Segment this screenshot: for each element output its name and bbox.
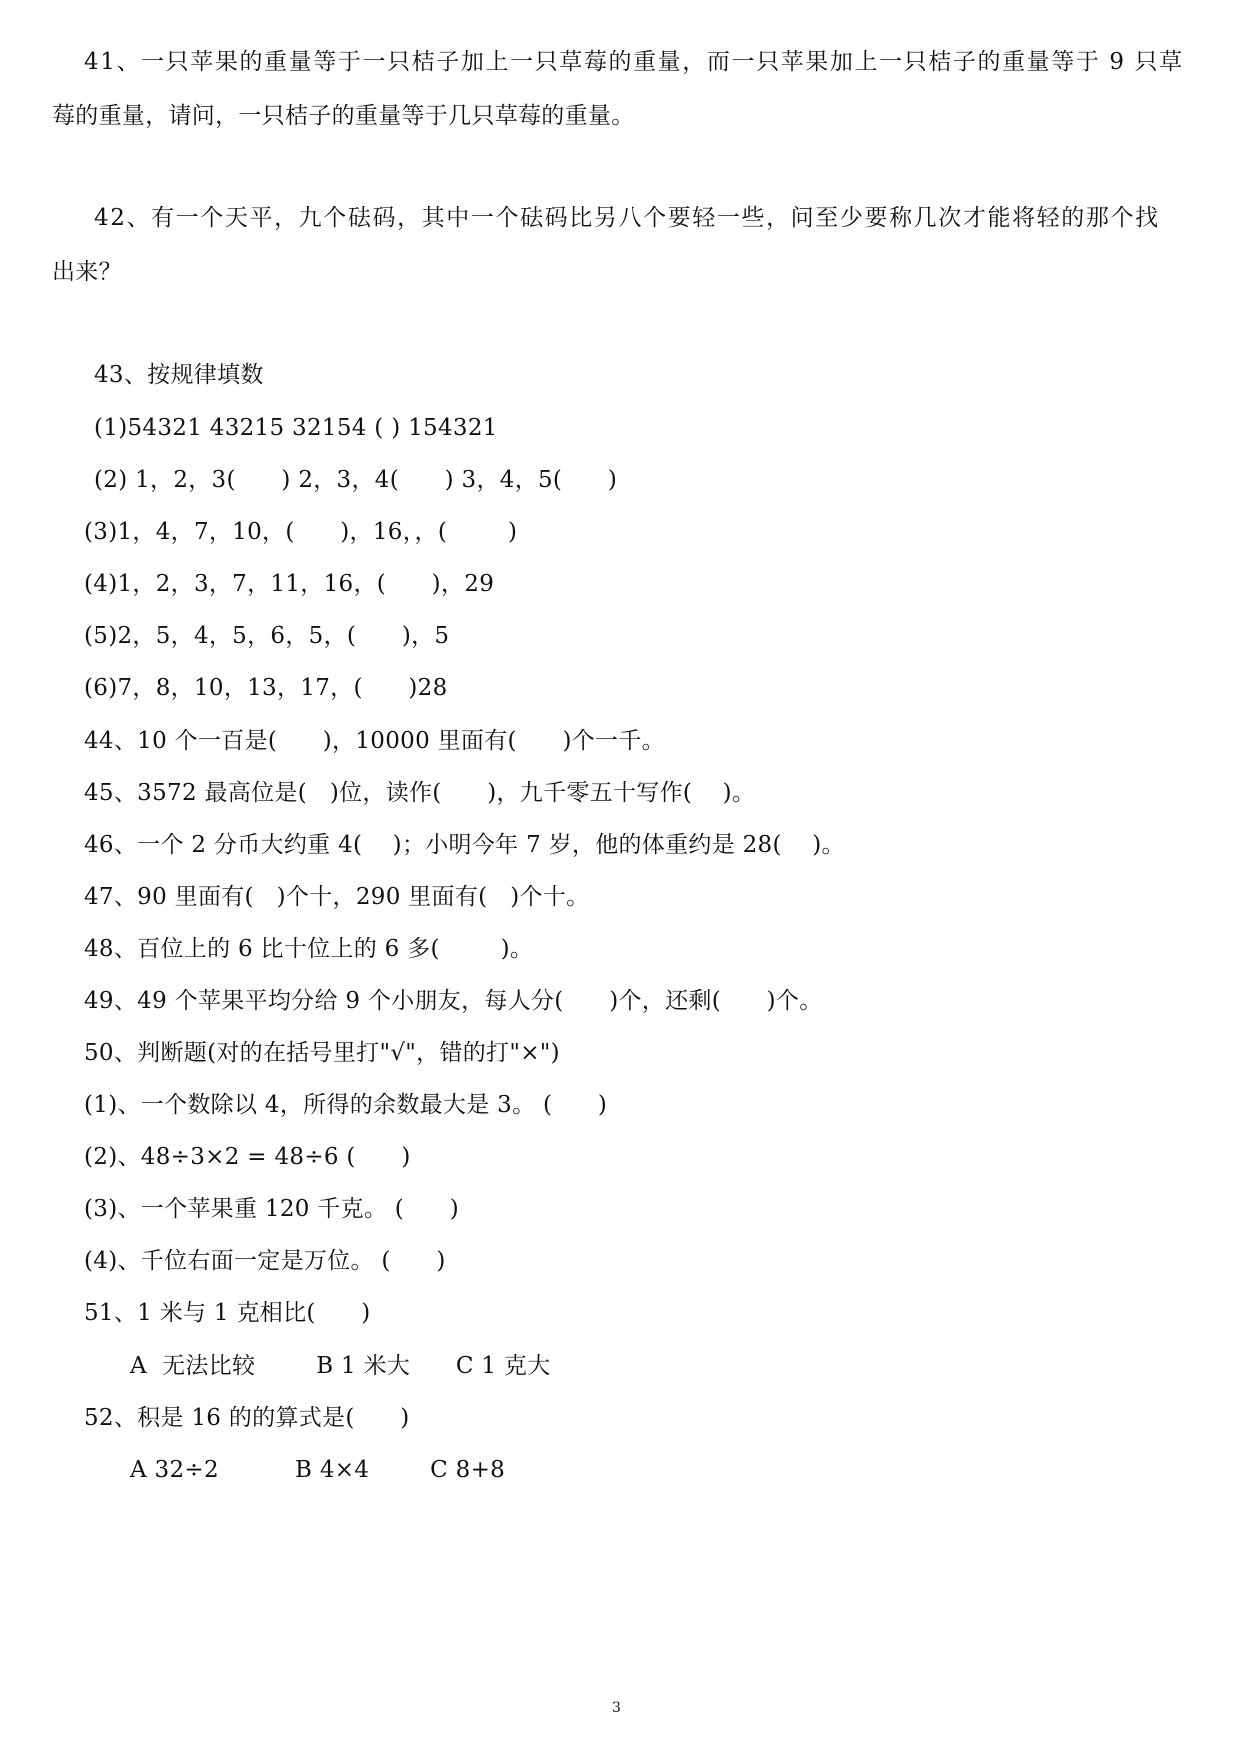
question-47: 47、90 里面有( )个十，290 里面有( )个十。 [84, 884, 590, 910]
q41-line-2: 莓的重量，请问，一只桔子的重量等于几只草莓的重量。 [52, 103, 635, 129]
question-48: 48、百位上的 6 比十位上的 6 多( )。 [84, 936, 534, 962]
q43-item-6: (6)7，8，10，13，17，( )28 [84, 675, 448, 701]
q50-title: 50、判断题(对的在括号里打"√"，错的打"×") [84, 1040, 560, 1066]
q43-item-1: (1)54321 43215 32154 ( ) 154321 [94, 415, 498, 441]
q43-item-4: (4)1，2，3，7，11，16，( )，29 [84, 571, 495, 597]
q52-options: A 32÷2 B 4×4 C 8+8 [130, 1457, 506, 1483]
q50-item-4: (4)、千位右面一定是万位。 ( ) [84, 1248, 446, 1274]
q50-item-1: (1)、一个数除以 4，所得的余数最大是 3。 ( ) [84, 1092, 608, 1118]
question-46: 46、一个 2 分币大约重 4( )；小明今年 7 岁，他的体重约是 28( )。 [84, 832, 845, 858]
question-44: 44、10 个一百是( )，10000 里面有( )个一千。 [84, 728, 665, 754]
q42-line-1: 42、有一个天平，九个砝码，其中一个砝码比另八个要轻一些，问至少要称几次才能将轻的那个找 [94, 205, 1160, 231]
q51-question: 51、1 米与 1 克相比( ) [84, 1300, 371, 1326]
q43-title: 43、按规律填数 [94, 362, 264, 388]
q43-item-5: (5)2，5，4，5，6，5，( )，5 [84, 623, 450, 649]
q43-item-3: (3)1，4，7，10，( )，16，，( ) [84, 519, 518, 545]
page-number: 3 [612, 1700, 621, 1716]
question-49: 49、49 个苹果平均分给 9 个小朋友，每人分( )个，还剩( )个。 [84, 988, 823, 1014]
q43-item-2: (2) 1，2，3( ) 2，3，4( ) 3，4，5( ) [94, 467, 618, 493]
q50-item-3: (3)、一个苹果重 120 千克。 ( ) [84, 1196, 460, 1222]
q52-question: 52、积是 16 的的算式是( ) [84, 1405, 410, 1431]
q41-line-1: 41、一只苹果的重量等于一只桔子加上一只草莓的重量，而一只苹果加上一只桔子的重量等于 9 只草 [84, 49, 1184, 75]
q50-item-2: (2)、48÷3×2 = 48÷6 ( ) [84, 1144, 411, 1170]
q51-options: A 无法比较 B 1 米大 C 1 克大 [130, 1353, 551, 1379]
q42-line-2: 出来？ [52, 259, 122, 285]
question-45: 45、3572 最高位是( )位，读作( )，九千零五十写作( )。 [84, 780, 756, 806]
